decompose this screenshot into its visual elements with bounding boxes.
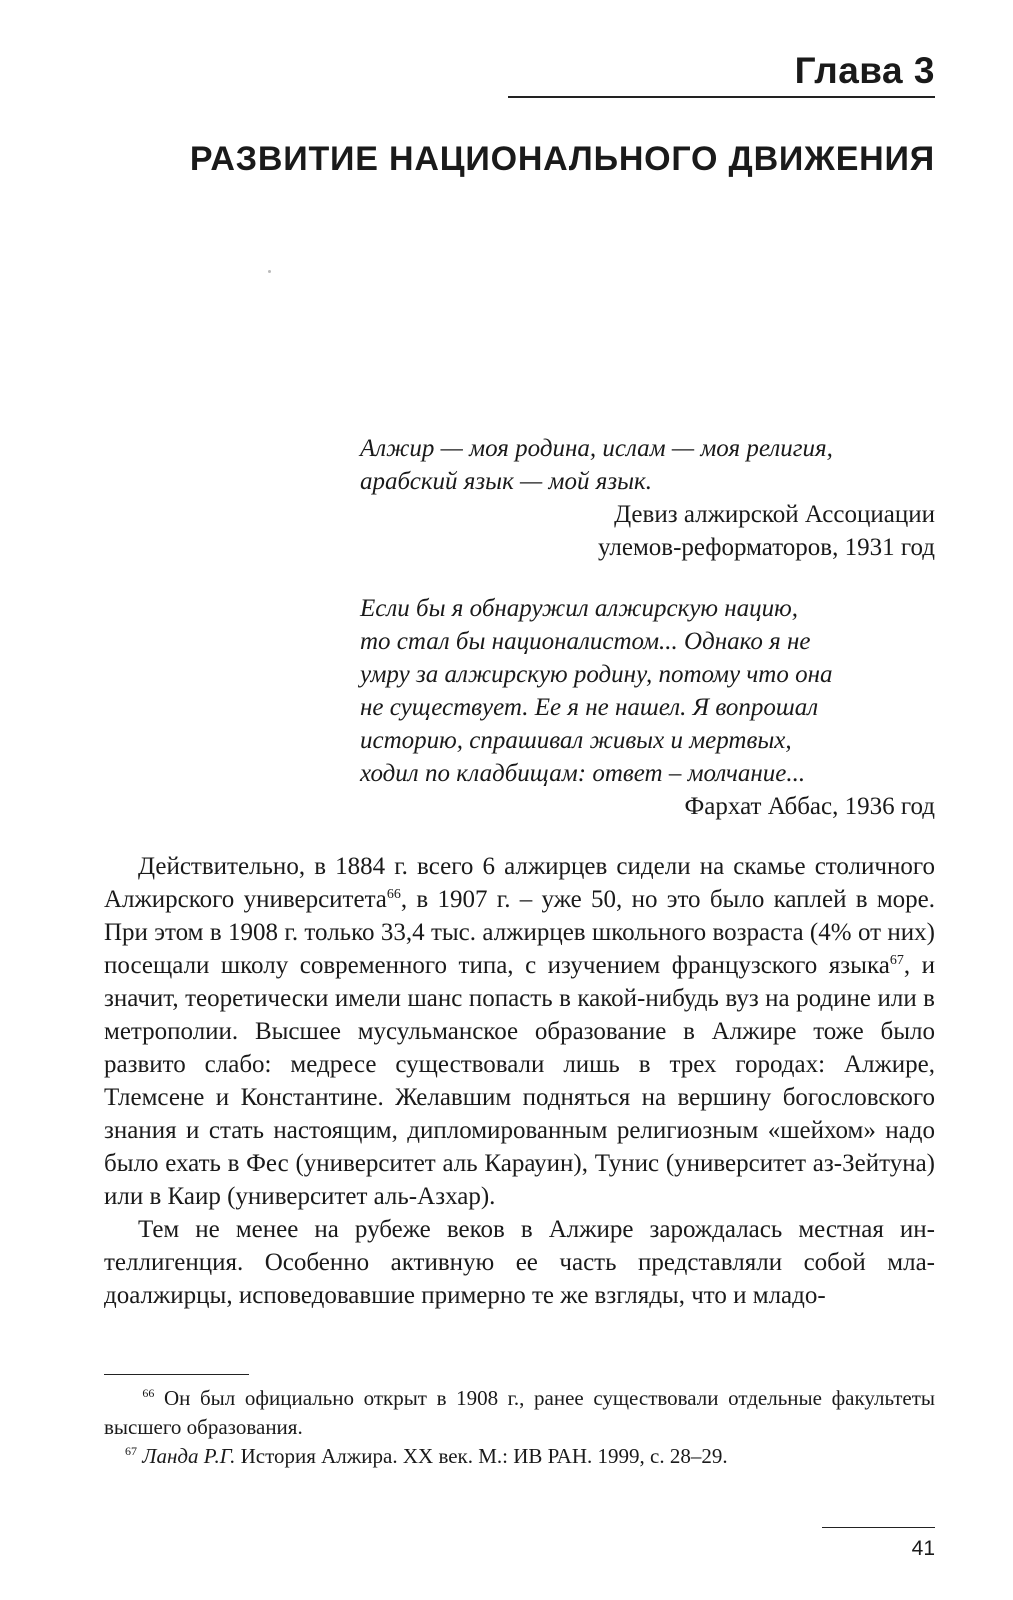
footnote-text: Он был официально открыт в 1908 г., ранее существовали отдельные факультеты высшего образования. [104,1386,936,1439]
epigraph-line: не существует. Ее я не нашел. Я вопрошал [360,694,819,721]
paragraph-text: , в 1907 г. – уже 50, но это было каплей в море. При этом в 1908 г. только 33,4 тыс. алжирцев школьного возраста (4% от них) посещали школу современного типа, с изучением французского языка [104,886,935,979]
paragraph-text: , и значит, теоретически имели шанс попасть в какой-нибудь вуз на родине или в метрополии. Высшее мусульманское образование в Алжире тоже было развито слабо: медресе существовали лишь в трех городах: Алжире, Тлемсене и Константине. Желавшим подняться на вершину богословского знания и стать настоящим, дипломированным религиозным «шейхом» надо было ехать в Фес (университет аль Карауин), Тунис (университет аз-Зейтуна) или в Каир (университет аль-Азхар). [104,952,935,1210]
epigraph-attribution: Девиз алжирской Ассоциации [614,501,935,528]
epigraph-attribution: Фархат Аббас, 1936 год [684,793,935,820]
epigraph-line: умру за алжирскую родину, потому что она [360,661,833,688]
footnote-67 [104,1442,935,1471]
scan-speck [268,270,271,273]
epigraph-line: то стал бы националистом... Однако я не [360,628,811,655]
paragraph-text: Действительно, в 1884 г. всего 6 алжирцев сидели на скамье столичного Алжирского университета [104,853,935,913]
epigraph-1 [360,432,935,564]
footnote-66 [104,1384,935,1442]
footnote-ref-66[interactable]: 66 [386,887,401,902]
footnote-text: История Алжира. XX век. М.: ИВ РАН. 1999, с. 28–29. [240,1444,728,1468]
epigraph-line: Алжир — моя родина, ислам — моя религия, [360,435,833,462]
chapter-title: РАЗВИТИЕ НАЦИОНАЛЬНОГО ДВИЖЕНИЯ [189,140,935,178]
footnotes [104,1384,935,1471]
chapter-rule [508,96,935,98]
footnote-number: 67 [125,1444,137,1458]
epigraph-line: историю, спрашивал живых и мертвых, [360,727,792,754]
paragraph-1 [104,850,935,1213]
footnote-author: Ланда Р.Г. [142,1444,236,1468]
footnote-number: 66 [142,1386,155,1400]
footnote-rule [104,1374,249,1375]
body-text [104,850,935,1312]
epigraph-2 [360,592,935,823]
epigraph-line: Если бы я обнаружил алжирскую нацию, [360,595,799,622]
paragraph-2: Тем не менее на рубеже веков в Алжире зарождалась местная интеллигенция. Особенно активную ее часть представляли собой младоалжирцы, исповедовавшие примерно те же взгляды, что и младо- [104,1216,935,1309]
footnote-ref-67[interactable]: 67 [889,953,904,968]
epigraph-attribution: улемов-реформаторов, 1931 год [597,534,935,561]
chapter-label: Глава 3 [794,50,935,91]
epigraph-line: арабский язык — мой язык. [360,468,652,495]
page-number-rule [822,1527,935,1528]
page-number: 41 [911,1537,935,1560]
epigraph-line: ходил по кладбищам: ответ – молчание... [360,760,806,787]
